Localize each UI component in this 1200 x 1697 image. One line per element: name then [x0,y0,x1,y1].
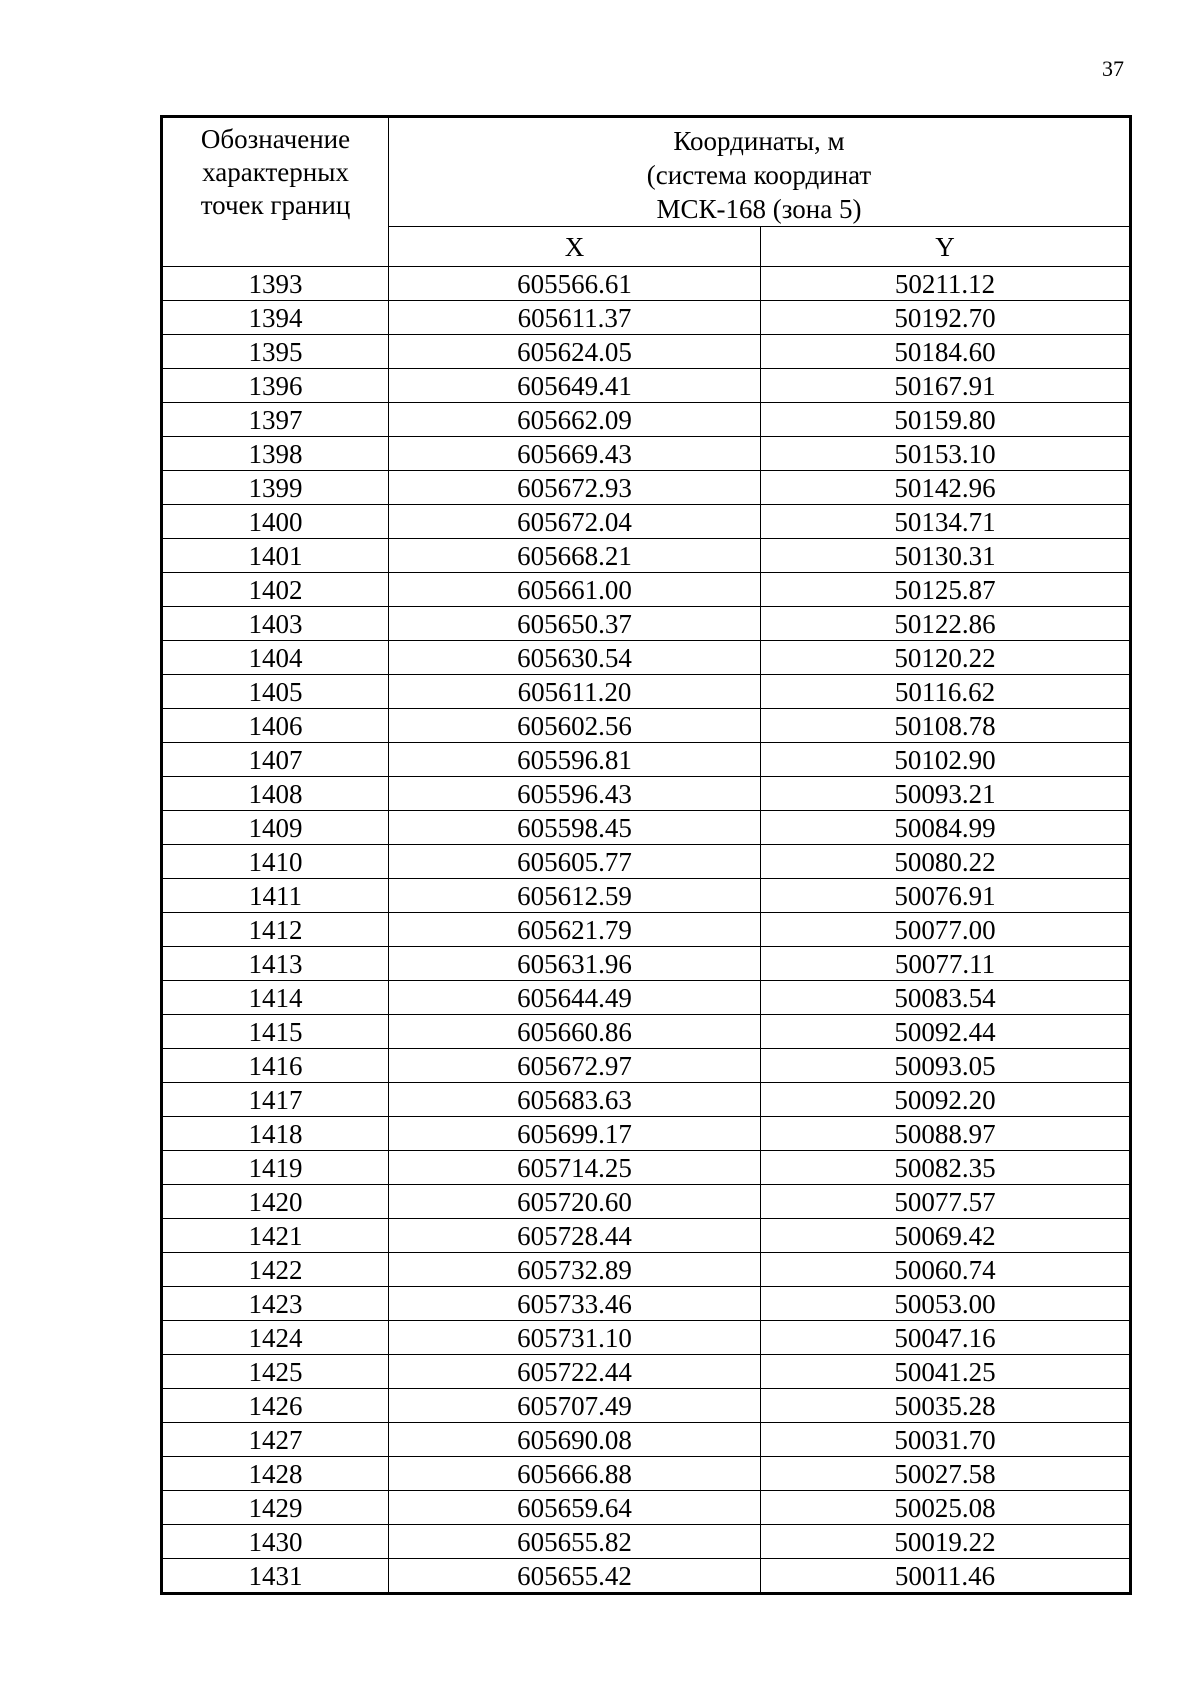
y-coordinate-cell: 50116.62 [761,675,1130,709]
table-row [163,1559,1130,1593]
point-id-cell: 1428 [163,1457,389,1491]
point-id-cell: 1418 [163,1117,389,1151]
point-id-cell: 1420 [163,1185,389,1219]
table-row [163,539,1130,573]
x-coordinate-cell: 605598.45 [389,811,761,845]
point-id-cell: 1394 [163,301,389,335]
table-body [163,267,1130,1593]
point-id-cell: 1407 [163,743,389,777]
table-row [163,267,1130,301]
y-coordinate-cell: 50019.22 [761,1525,1130,1559]
x-coordinate-cell: 605649.41 [389,369,761,403]
point-id-cell: 1405 [163,675,389,709]
table-row [163,1491,1130,1525]
y-coordinate-cell: 50069.42 [761,1219,1130,1253]
x-coordinate-cell: 605650.37 [389,607,761,641]
table-row [163,1015,1130,1049]
x-coordinate-cell: 605668.21 [389,539,761,573]
point-id-cell: 1409 [163,811,389,845]
table-row [163,675,1130,709]
table-row [163,1253,1130,1287]
point-id-cell: 1429 [163,1491,389,1525]
x-coordinate-cell: 605611.20 [389,675,761,709]
y-coordinate-cell: 50159.80 [761,403,1130,437]
table-row [163,1423,1130,1457]
x-coordinate-cell: 605659.64 [389,1491,761,1525]
point-id-cell: 1398 [163,437,389,471]
point-id-cell: 1426 [163,1389,389,1423]
y-coordinate-cell: 50192.70 [761,301,1130,335]
x-coordinate-cell: 605707.49 [389,1389,761,1423]
y-coordinate-cell: 50102.90 [761,743,1130,777]
point-id-cell: 1410 [163,845,389,879]
x-coordinate-cell: 605644.49 [389,981,761,1015]
x-coordinate-cell: 605660.86 [389,1015,761,1049]
y-coordinate-cell: 50088.97 [761,1117,1130,1151]
y-coordinate-cell: 50027.58 [761,1457,1130,1491]
x-coordinate-cell: 605728.44 [389,1219,761,1253]
y-coordinate-cell: 50060.74 [761,1253,1130,1287]
y-coordinate-cell: 50184.60 [761,335,1130,369]
point-id-cell: 1421 [163,1219,389,1253]
x-coordinate-cell: 605733.46 [389,1287,761,1321]
y-coordinate-cell: 50011.46 [761,1559,1130,1593]
y-coordinate-cell: 50142.96 [761,471,1130,505]
point-id-cell: 1412 [163,913,389,947]
x-coordinate-cell: 605655.82 [389,1525,761,1559]
y-coordinate-cell: 50092.44 [761,1015,1130,1049]
y-coordinate-cell: 50077.11 [761,947,1130,981]
x-coordinate-cell: 605720.60 [389,1185,761,1219]
table-row [163,403,1130,437]
x-coordinate-cell: 605672.93 [389,471,761,505]
x-coordinate-cell: 605714.25 [389,1151,761,1185]
table-row [163,777,1130,811]
table-row [163,1287,1130,1321]
header-line: МСК-168 (зона 5) [656,194,862,224]
table-row [163,1117,1130,1151]
table-row [163,879,1130,913]
table-row [163,1185,1130,1219]
y-coordinate-cell: 50092.20 [761,1083,1130,1117]
table-row [163,1525,1130,1559]
table-row [163,335,1130,369]
table-row [163,607,1130,641]
y-coordinate-cell: 50167.91 [761,369,1130,403]
y-coordinate-cell: 50035.28 [761,1389,1130,1423]
table-row [163,1049,1130,1083]
x-coordinate-cell: 605566.61 [389,267,761,301]
table-row [163,1457,1130,1491]
table-row [163,573,1130,607]
x-coordinate-cell: 605683.63 [389,1083,761,1117]
point-designation-header [163,118,389,267]
y-coordinate-cell: 50031.70 [761,1423,1130,1457]
point-id-cell: 1402 [163,573,389,607]
point-id-cell: 1396 [163,369,389,403]
y-coordinate-cell: 50108.78 [761,709,1130,743]
y-coordinate-cell: 50134.71 [761,505,1130,539]
y-coordinate-cell: 50025.08 [761,1491,1130,1525]
x-coordinate-cell: 605605.77 [389,845,761,879]
point-id-cell: 1404 [163,641,389,675]
point-id-cell: 1413 [163,947,389,981]
y-coordinate-cell: 50153.10 [761,437,1130,471]
y-coordinate-cell: 50077.57 [761,1185,1130,1219]
x-coordinate-cell: 605661.00 [389,573,761,607]
table-row [163,913,1130,947]
y-column-header: Y [761,227,1130,267]
x-coordinate-cell: 605624.05 [389,335,761,369]
point-id-cell: 1415 [163,1015,389,1049]
table-row [163,641,1130,675]
y-coordinate-cell: 50083.54 [761,981,1130,1015]
x-coordinate-cell: 605672.04 [389,505,761,539]
point-id-cell: 1393 [163,267,389,301]
y-coordinate-cell: 50120.22 [761,641,1130,675]
point-id-cell: 1403 [163,607,389,641]
y-coordinate-cell: 50080.22 [761,845,1130,879]
y-coordinate-cell: 50084.99 [761,811,1130,845]
point-id-cell: 1416 [163,1049,389,1083]
point-id-cell: 1430 [163,1525,389,1559]
point-id-cell: 1408 [163,777,389,811]
table-row [163,505,1130,539]
x-coordinate-cell: 605732.89 [389,1253,761,1287]
y-coordinate-cell: 50125.87 [761,573,1130,607]
point-id-cell: 1401 [163,539,389,573]
header-line: точек границ [200,190,351,220]
header-line: (система координат [646,160,872,190]
table-row [163,743,1130,777]
point-id-cell: 1422 [163,1253,389,1287]
coordinates-table-frame [160,115,1132,1595]
y-coordinate-cell: 50041.25 [761,1355,1130,1389]
y-coordinate-cell: 50082.35 [761,1151,1130,1185]
coordinates-header [389,118,1130,227]
table-row [163,845,1130,879]
table-row [163,1219,1130,1253]
table-row [163,1083,1130,1117]
header-line: характерных [202,157,349,187]
y-coordinate-cell: 50053.00 [761,1287,1130,1321]
point-id-cell: 1427 [163,1423,389,1457]
table-row [163,947,1130,981]
x-coordinate-cell: 605596.81 [389,743,761,777]
table-row [163,709,1130,743]
x-coordinate-cell: 605672.97 [389,1049,761,1083]
y-coordinate-cell: 50122.86 [761,607,1130,641]
y-coordinate-cell: 50076.91 [761,879,1130,913]
y-coordinate-cell: 50093.21 [761,777,1130,811]
point-id-cell: 1423 [163,1287,389,1321]
table-header [163,118,1130,267]
point-id-cell: 1399 [163,471,389,505]
table-row [163,301,1130,335]
table-row [163,369,1130,403]
x-coordinate-cell: 605630.54 [389,641,761,675]
y-coordinate-cell: 50047.16 [761,1321,1130,1355]
coordinates-table [162,117,1130,1593]
table-row [163,437,1130,471]
table-row [163,471,1130,505]
point-id-cell: 1400 [163,505,389,539]
x-coordinate-cell: 605690.08 [389,1423,761,1457]
x-coordinate-cell: 605612.59 [389,879,761,913]
x-coordinate-cell: 605602.56 [389,709,761,743]
x-coordinate-cell: 605655.42 [389,1559,761,1593]
page-number: 37 [1102,56,1124,81]
x-coordinate-cell: 605731.10 [389,1321,761,1355]
x-coordinate-cell: 605699.17 [389,1117,761,1151]
point-id-cell: 1417 [163,1083,389,1117]
y-coordinate-cell: 50211.12 [761,267,1130,301]
point-id-cell: 1406 [163,709,389,743]
x-coordinate-cell: 605631.96 [389,947,761,981]
point-id-cell: 1397 [163,403,389,437]
header-line: Координаты, м [673,126,845,156]
table-row [163,811,1130,845]
point-id-cell: 1425 [163,1355,389,1389]
x-coordinate-cell: 605669.43 [389,437,761,471]
point-id-cell: 1395 [163,335,389,369]
point-id-cell: 1411 [163,879,389,913]
x-coordinate-cell: 605596.43 [389,777,761,811]
y-coordinate-cell: 50130.31 [761,539,1130,573]
point-id-cell: 1424 [163,1321,389,1355]
point-id-cell: 1414 [163,981,389,1015]
x-coordinate-cell: 605621.79 [389,913,761,947]
x-coordinate-cell: 605666.88 [389,1457,761,1491]
x-column-header: X [389,227,761,267]
table-row [163,1151,1130,1185]
table-row [163,1355,1130,1389]
y-coordinate-cell: 50077.00 [761,913,1130,947]
header-line: Обозначение [200,124,351,154]
point-id-cell: 1419 [163,1151,389,1185]
x-coordinate-cell: 605662.09 [389,403,761,437]
x-coordinate-cell: 605611.37 [389,301,761,335]
table-row [163,1389,1130,1423]
y-coordinate-cell: 50093.05 [761,1049,1130,1083]
table-row [163,1321,1130,1355]
table-row [163,981,1130,1015]
x-coordinate-cell: 605722.44 [389,1355,761,1389]
point-id-cell: 1431 [163,1559,389,1593]
